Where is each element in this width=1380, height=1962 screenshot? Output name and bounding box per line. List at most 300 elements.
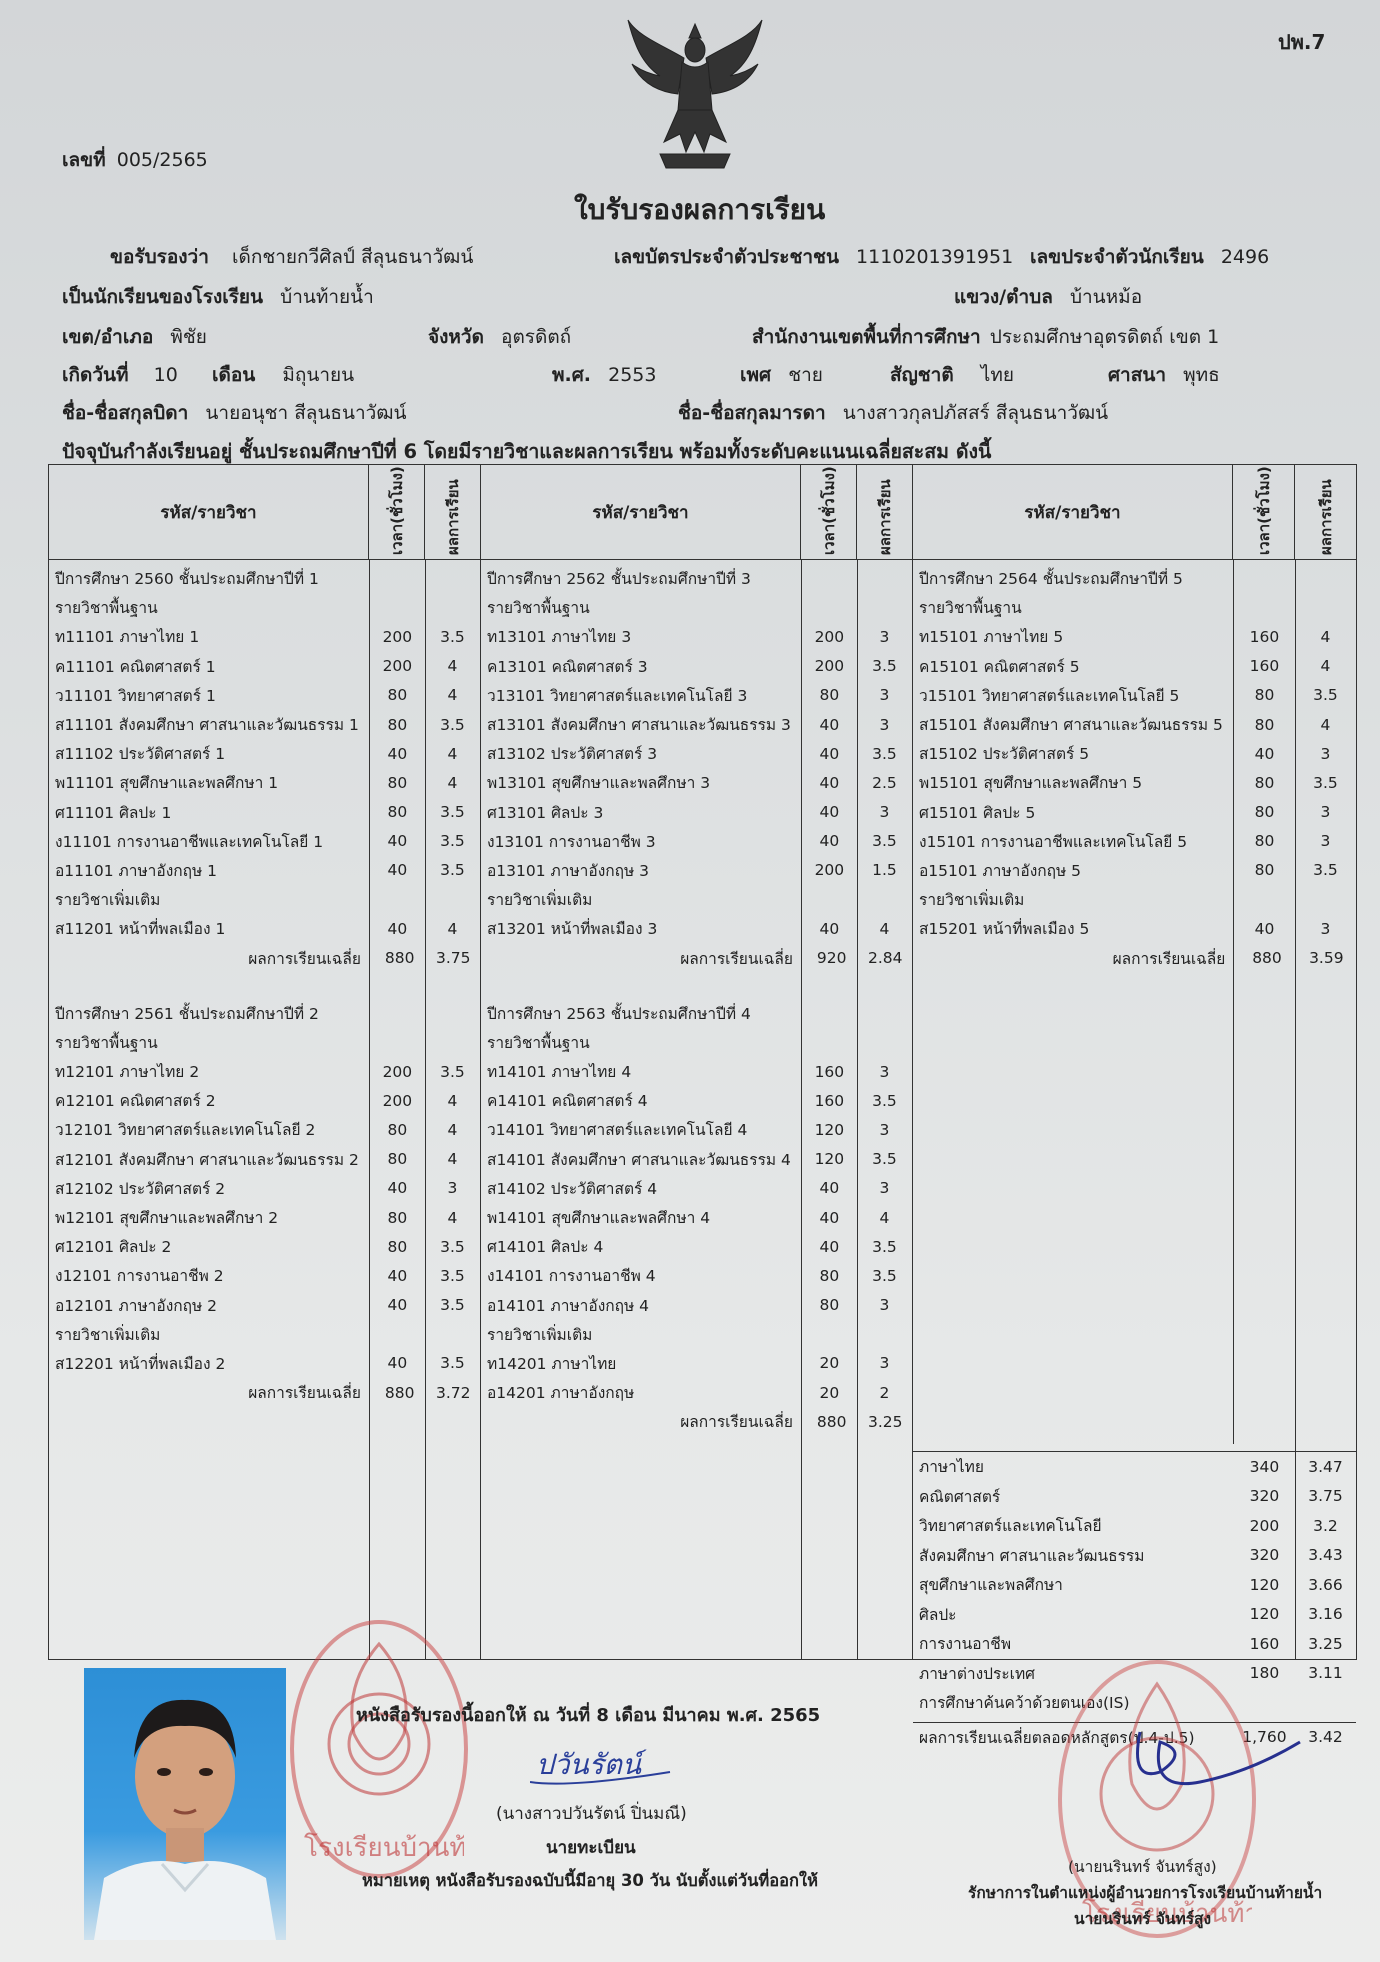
subject-name: สังคมศึกษา ศาสนาและวัฒนธรรม (919, 1546, 1145, 1565)
subject-hours: 80 (1254, 715, 1275, 734)
subject-row (49, 652, 480, 681)
subject-name: ส11101 สังคมศึกษา ศาสนาและวัฒนธรรม 1 (55, 716, 359, 735)
subject-name: ภาษาต่างประเทศ (919, 1664, 1036, 1683)
subject-row (481, 827, 912, 856)
year-block (49, 564, 480, 999)
subject-row (913, 856, 1356, 885)
column-3-content (913, 564, 1356, 973)
year-block (481, 999, 912, 1437)
subject-name: ค11101 คณิตศาสตร์ 1 (55, 657, 216, 676)
average-grade: 3.72 (435, 1383, 471, 1402)
summary-row (913, 1600, 1356, 1630)
birth-year (552, 360, 656, 390)
subject-hours: 80 (387, 1208, 408, 1227)
subject-row (49, 1174, 480, 1203)
subject-hours: 80 (387, 1120, 408, 1139)
subject-hours: 80 (387, 1150, 408, 1169)
subdistrict-value: บ้านหม้อ (1069, 286, 1143, 308)
school-label: เป็นนักเรียนของโรงเรียน (62, 286, 264, 308)
subject-hours: 200 (814, 861, 845, 880)
subject-row (49, 622, 480, 651)
subject-row (481, 1057, 912, 1086)
subject-hours: 40 (819, 832, 840, 851)
col-divider (857, 560, 858, 1659)
subject-grade: 3 (879, 1354, 890, 1373)
subject-grade: 3 (1320, 803, 1331, 822)
subject-grade: 3.5 (440, 1062, 465, 1081)
district (62, 322, 207, 352)
subject-name: ค13101 คณิตศาสตร์ 3 (487, 657, 648, 676)
subject-name: ส12201 หน้าที่พลเมือง 2 (55, 1354, 226, 1373)
subject-name: ส14102 ประวัติศาสตร์ 4 (487, 1179, 658, 1198)
subject-name: คณิตศาสตร์ (919, 1487, 1001, 1506)
subject-name: ว14101 วิทยาศาสตร์และเทคโนโลยี 4 (487, 1121, 748, 1140)
subject-hours: 200 (382, 657, 413, 676)
subject-name: ส15101 สังคมศึกษา ศาสนาและวัฒนธรรม 5 (919, 716, 1223, 735)
subject-row (481, 1115, 912, 1144)
subject-grade: 3 (879, 627, 890, 646)
subject-hours: 160 (814, 1091, 845, 1110)
header-hours-1 (369, 465, 425, 560)
subject-hours: 80 (387, 803, 408, 822)
subject-grade: 3 (879, 686, 890, 705)
subject-row (481, 622, 912, 651)
subject-hours: 80 (1254, 773, 1275, 792)
subject-hours: 1,760 (1242, 1728, 1287, 1747)
subject-grade: 4 (447, 1208, 458, 1227)
average-hours: 880 (384, 1383, 415, 1402)
subject-name: ผลการเรียนเฉลี่ยตลอดหลักสูตร(ป.4-ป.5) (919, 1728, 1195, 1747)
birth-day (62, 360, 178, 390)
subject-hours: 80 (1254, 861, 1275, 880)
subject-row (481, 1174, 912, 1203)
subject-row (49, 1232, 480, 1261)
subject-name: ท13101 ภาษาไทย 3 (487, 628, 632, 647)
column-2-content (481, 564, 912, 1436)
subject-name: ศ15101 ศิลปะ 5 (919, 803, 1036, 822)
subject-row (913, 622, 1356, 651)
subject-grade: 4 (447, 919, 458, 938)
school-seal-text-right: โรงเรียนบ้านท้า (1082, 1899, 1252, 1929)
summary-row (913, 1629, 1356, 1659)
table-header-row (49, 465, 1357, 560)
subject-name: ศ13101 ศิลปะ 3 (487, 803, 604, 822)
subject-row (481, 1349, 912, 1378)
subject-name: รายวิชาพื้นฐาน (487, 1033, 590, 1052)
subject-grade: 3.16 (1308, 1605, 1343, 1624)
subject-grade: 3.5 (872, 744, 897, 763)
subject-name: รายวิชาเพิ่มเติม (919, 891, 1025, 910)
subject-name: รายวิชาเพิ่มเติม (55, 1325, 161, 1344)
subject-hours: 160 (1249, 1634, 1280, 1653)
subject-row (481, 1203, 912, 1232)
sex (740, 360, 823, 390)
subject-name: อ14201 ภาษาอังกฤษ (487, 1384, 635, 1403)
average-label: ผลการเรียนเฉลี่ย (680, 949, 793, 968)
director-name: (นายนรินทร์ จันทร์สูง) (1068, 1858, 1217, 1876)
header-subject-3 (913, 465, 1233, 560)
subject-name: ง15101 การงานอาชีพและเทคโนโลยี 5 (919, 832, 1188, 851)
year-title (49, 564, 480, 593)
subject-grade: 4 (447, 1150, 458, 1169)
birth-day-label: เกิดวันที่ (62, 364, 129, 386)
header-grade-label: ผลการเรียน (875, 479, 894, 555)
subject-row (49, 827, 480, 856)
subject-hours: 160 (1249, 627, 1280, 646)
subject-name: ศิลปะ (919, 1605, 957, 1624)
subject-row (481, 1145, 912, 1174)
director-name-2: นายนรินทร์ จันทร์สูง (1074, 1910, 1212, 1928)
sex-label: เพศ (740, 364, 772, 386)
document-number (62, 145, 208, 175)
subject-name: การศึกษาค้นคว้าด้วยตนเอง(IS) (919, 1694, 1130, 1713)
subject-grade: 2.5 (872, 773, 897, 792)
subject-hours: 40 (1254, 919, 1275, 938)
subject-row (49, 768, 480, 797)
subject-grade: 4 (1320, 627, 1331, 646)
subject-name: รายวิชาเพิ่มเติม (55, 891, 161, 910)
current-status: ปัจจุบันกำลังเรียนอยู่ ชั้นประถมศึกษาปีที่ 6 โดยมีรายวิชาและผลการเรียน พร้อมทั้งระดับคะแนนเฉลี่ยสะสม ดังนี้ (62, 440, 992, 463)
subject-name: ว13101 วิทยาศาสตร์และเทคโนโลยี 3 (487, 686, 748, 705)
subject-grade: 4 (1320, 657, 1331, 676)
id-card-value: 1110201391951 (856, 246, 1014, 268)
summary-row (913, 1541, 1356, 1571)
subject-grade: 1.5 (872, 861, 897, 880)
province (428, 322, 571, 352)
subject-hours: 200 (382, 627, 413, 646)
registrar-name: (นางสาวปวันรัตน์ ปิ่นมณี) (496, 1804, 687, 1824)
subject-row (481, 1291, 912, 1320)
form-code: ปพ.7 (1278, 30, 1326, 54)
subject-hours: 40 (387, 1266, 408, 1285)
office-label: สำนักงานเขตพื้นที่การศึกษา (752, 326, 981, 348)
year-title (481, 564, 912, 593)
subject-grade: 4 (447, 744, 458, 763)
subject-name: ง11101 การงานอาชีพและเทคโนโลยี 1 (55, 832, 324, 851)
basic-subjects-label (481, 593, 912, 622)
header-grade-1 (425, 465, 481, 560)
subject-row (49, 914, 480, 943)
subject-name: รายวิชาเพิ่มเติม (487, 1325, 593, 1344)
column-group-2 (481, 560, 913, 1660)
birth-month-value: มิถุนายน (282, 364, 355, 386)
subject-grade: 3.5 (440, 832, 465, 851)
religion-value: พุทธ (1183, 364, 1220, 386)
school (62, 282, 374, 312)
subject-hours: 320 (1249, 1546, 1280, 1565)
subject-hours: 120 (1249, 1575, 1280, 1594)
id-card (614, 242, 1013, 272)
father-label: ชื่อ-ชื่อสกุลบิดา (62, 402, 189, 424)
subject-name: ค12101 คณิตศาสตร์ 2 (55, 1092, 216, 1111)
student-no-value: 2496 (1220, 246, 1270, 268)
subject-hours: 160 (1249, 657, 1280, 676)
summary-row (913, 1452, 1356, 1482)
subject-grade: 3.5 (1313, 861, 1338, 880)
birth-year-value: 2553 (608, 364, 657, 386)
subject-name: ภาษาไทย (919, 1458, 984, 1477)
average-grade: 2.84 (867, 949, 903, 968)
subject-hours: 120 (1249, 1605, 1280, 1624)
subject-row (913, 914, 1356, 943)
subject-name: พ14101 สุขศึกษาและพลศึกษา 4 (487, 1209, 711, 1228)
subject-name: ท11101 ภาษาไทย 1 (55, 628, 200, 647)
subject-name: ท12101 ภาษาไทย 2 (55, 1063, 200, 1082)
subject-grade: 4 (447, 1091, 458, 1110)
col-divider (369, 560, 370, 1659)
subject-grade: 3.66 (1308, 1575, 1343, 1594)
col-divider (425, 560, 426, 1659)
seal-emblem-icon (294, 1624, 464, 1874)
subject-hours: 40 (1254, 744, 1275, 763)
subject-grade: 3.5 (440, 1237, 465, 1256)
subject-grade: 3.5 (440, 861, 465, 880)
subject-row (49, 710, 480, 739)
document-number-value: 005/2565 (116, 149, 208, 171)
subject-hours: 40 (387, 832, 408, 851)
subject-name: วิทยาศาสตร์และเทคโนโลยี (919, 1517, 1102, 1536)
header-subject-2 (481, 465, 801, 560)
subject-grade: 3 (879, 1062, 890, 1081)
religion (1108, 360, 1220, 390)
father (62, 398, 407, 428)
summary-row (913, 1570, 1356, 1600)
birth-year-label: พ.ศ. (552, 364, 592, 386)
subject-grade: 3.5 (872, 832, 897, 851)
subject-hours: 120 (814, 1120, 845, 1139)
header-subject-label: รหัส/รายวิชา (1024, 502, 1121, 523)
school-seal-text-left: โรงเรียนบ้านท้ (304, 1833, 464, 1863)
average-label: ผลการเรียนเฉลี่ย (248, 1384, 361, 1403)
subject-hours: 40 (819, 773, 840, 792)
certify-label: ขอรับรองว่า (110, 246, 209, 268)
subject-grade: 3 (879, 803, 890, 822)
director-signature-icon (1120, 1712, 1310, 1802)
year-block (481, 564, 912, 999)
religion-label: ศาสนา (1108, 364, 1166, 386)
province-label: จังหวัด (428, 326, 484, 348)
subject-grade: 3.5 (872, 1266, 897, 1285)
nationality-label: สัญชาติ (890, 364, 954, 386)
subject-name: ท14101 ภาษาไทย 4 (487, 1063, 632, 1082)
subject-name: อ15101 ภาษาอังกฤษ 5 (919, 861, 1082, 880)
subdistrict-label: แขวง/ตำบล (954, 286, 1053, 308)
note: หมายเหตุ หนังสือรับรองฉบับนี้มีอายุ 30 วัน นับตั้งแต่วันที่ออกให้ (362, 1871, 818, 1890)
subject-hours: 200 (814, 627, 845, 646)
subject-grade: 3 (879, 1296, 890, 1315)
province-value: อุตรดิตถ์ (501, 326, 572, 348)
subject-name: สุขศึกษาและพลศึกษา (919, 1576, 1063, 1595)
extra-subjects-label (913, 885, 1356, 914)
basic-subjects-label (913, 593, 1356, 622)
education-office (752, 322, 1219, 352)
subdistrict (954, 282, 1142, 312)
district-label: เขต/อำเภอ (62, 326, 154, 348)
subject-row (481, 1261, 912, 1290)
document-number-label: เลขที่ (62, 149, 106, 171)
subject-name: ศ11101 ศิลปะ 1 (55, 803, 172, 822)
subject-grade: 3.47 (1308, 1457, 1343, 1476)
subject-row (49, 1145, 480, 1174)
subject-hours: 80 (819, 1266, 840, 1285)
subject-name: ส11201 หน้าที่พลเมือง 1 (55, 920, 226, 939)
subject-row (49, 1086, 480, 1115)
subject-name: ค15101 คณิตศาสตร์ 5 (919, 657, 1080, 676)
extra-subjects-label (481, 1320, 912, 1349)
subject-grade: 3 (447, 1179, 458, 1198)
col-divider (1233, 560, 1234, 1444)
subject-name: พ11101 สุขศึกษาและพลศึกษา 1 (55, 774, 279, 793)
id-card-label: เลขบัตรประจำตัวประชาชน (614, 246, 839, 268)
registrar-title: นายทะเบียน (546, 1838, 636, 1858)
subject-row (913, 798, 1356, 827)
subject-name: ปีการศึกษา 2562 ชั้นประถมศึกษาปีที่ 3 (487, 570, 751, 589)
page-title: ใบรับรองผลการเรียน (574, 193, 826, 226)
subject-name: อ13101 ภาษาอังกฤษ 3 (487, 861, 650, 880)
subject-grade: 3.5 (440, 1354, 465, 1373)
subject-name: พ15101 สุขศึกษาและพลศึกษา 5 (919, 774, 1143, 793)
registrar-signature-text: ปวันรัตน์ (536, 1748, 641, 1781)
header-subject-label: รหัส/รายวิชา (592, 502, 689, 523)
subject-hours: 180 (1249, 1664, 1280, 1683)
year-title (481, 999, 912, 1028)
subject-name: รายวิชาพื้นฐาน (919, 599, 1022, 618)
subject-hours: 40 (819, 1208, 840, 1227)
year-title (49, 999, 480, 1028)
subject-grade: 3.5 (1313, 773, 1338, 792)
subject-name: พ12101 สุขศึกษาและพลศึกษา 2 (55, 1209, 279, 1228)
subject-row (481, 652, 912, 681)
subject-name: รายวิชาเพิ่มเติม (487, 891, 593, 910)
subject-hours: 40 (819, 715, 840, 734)
subject-name: ส15102 ประวัติศาสตร์ 5 (919, 745, 1090, 764)
subject-name: ง13101 การงานอาชีพ 3 (487, 832, 656, 851)
info-line-1 (110, 242, 473, 272)
subject-name: ส12101 สังคมศึกษา ศาสนาและวัฒนธรรม 2 (55, 1150, 359, 1169)
subject-grade: 3.5 (440, 627, 465, 646)
subject-grade: 4 (447, 686, 458, 705)
subject-name: รายวิชาพื้นฐาน (55, 1033, 158, 1052)
header-hours-label: เวลา(ชั่วโมง) (387, 466, 406, 555)
header-grade-3 (1295, 465, 1357, 560)
subject-grade: 4 (447, 773, 458, 792)
subject-hours: 20 (819, 1354, 840, 1373)
subject-row (913, 768, 1356, 797)
subject-grade: 3.43 (1308, 1546, 1343, 1565)
col-divider (801, 560, 802, 1659)
basic-subjects-label (481, 1028, 912, 1057)
column-group-3 (913, 560, 1357, 1747)
school-seal-left (290, 1620, 468, 1878)
subject-hours: 40 (387, 1179, 408, 1198)
subject-grade: 3.11 (1308, 1664, 1343, 1683)
subject-hours: 200 (382, 1062, 413, 1081)
subject-row (481, 914, 912, 943)
office-value: ประถมศึกษาอุตรดิตถ์ เขต 1 (989, 326, 1220, 348)
subject-row (49, 798, 480, 827)
birth-day-value: 10 (153, 364, 178, 386)
summary-box (913, 1451, 1356, 1747)
subject-row (49, 1057, 480, 1086)
subject-row (481, 710, 912, 739)
subject-grade: 2 (879, 1383, 890, 1402)
student-no (1030, 242, 1269, 272)
subject-row (49, 1349, 480, 1378)
subject-name: ปีการศึกษา 2561 ชั้นประถมศึกษาปีที่ 2 (55, 1004, 319, 1023)
district-value: พิชัย (170, 326, 207, 348)
average-label: ผลการเรียนเฉลี่ย (680, 1413, 793, 1432)
subject-hours: 80 (387, 773, 408, 792)
subject-name: ส13101 สังคมศึกษา ศาสนาและวัฒนธรรม 3 (487, 716, 791, 735)
subject-hours: 80 (819, 1296, 840, 1315)
subject-name: ส15201 หน้าที่พลเมือง 5 (919, 920, 1090, 939)
subject-hours: 80 (819, 686, 840, 705)
subject-hours: 40 (387, 1296, 408, 1315)
average-hours: 880 (384, 949, 415, 968)
subject-hours: 40 (387, 744, 408, 763)
sex-value: ชาย (788, 364, 823, 386)
nationality-value: ไทย (980, 364, 1015, 386)
header-hours-label: เวลา(ชั่วโมง) (1254, 466, 1273, 555)
mother (678, 398, 1108, 428)
subject-hours: 340 (1249, 1457, 1280, 1476)
father-value: นายอนุชา สีลุนธนาวัฒน์ (205, 402, 407, 424)
subject-row (49, 739, 480, 768)
subject-hours: 80 (387, 686, 408, 705)
year-block (49, 999, 480, 1408)
subject-grade: 4 (1320, 715, 1331, 734)
student-photo-image (84, 1668, 286, 1940)
header-grade-2 (857, 465, 913, 560)
average-row (481, 943, 912, 972)
subject-name: ศ12101 ศิลปะ 2 (55, 1238, 172, 1257)
subject-name: ค14101 คณิตศาสตร์ 4 (487, 1092, 648, 1111)
year-block (913, 564, 1356, 973)
subject-hours: 40 (387, 1354, 408, 1373)
subject-hours: 200 (382, 1091, 413, 1110)
subject-row (481, 681, 912, 710)
subject-name: พ13101 สุขศึกษาและพลศึกษา 3 (487, 774, 711, 793)
subject-grade: 4 (879, 919, 890, 938)
subject-grade: 3.75 (1308, 1487, 1343, 1506)
subject-hours: 40 (387, 919, 408, 938)
subject-row (913, 739, 1356, 768)
subject-hours: 40 (819, 803, 840, 822)
mother-value: นางสาวกุลปภัสสร์ สีลุนธนาวัฒน์ (842, 402, 1109, 424)
school-value: บ้านท้ายน้ำ (280, 286, 374, 308)
subject-hours: 40 (819, 744, 840, 763)
subject-hours: 200 (1249, 1516, 1280, 1535)
extra-subjects-label (49, 885, 480, 914)
basic-subjects-label (49, 1028, 480, 1057)
student-photo (84, 1668, 286, 1940)
column-group-1 (49, 560, 481, 1660)
subject-name: ว11101 วิทยาศาสตร์ 1 (55, 686, 216, 705)
subject-hours: 40 (819, 919, 840, 938)
subject-grade: 3 (1320, 919, 1331, 938)
subject-row (481, 768, 912, 797)
mother-label: ชื่อ-ชื่อสกุลมารดา (678, 402, 826, 424)
subject-name: การงานอาชีพ (919, 1635, 1012, 1654)
subject-row (49, 681, 480, 710)
subject-grade: 3.25 (1308, 1634, 1343, 1653)
subject-grade: 3.5 (872, 657, 897, 676)
subject-row (49, 856, 480, 885)
subject-name: รายวิชาพื้นฐาน (487, 599, 590, 618)
subject-hours: 80 (387, 1237, 408, 1256)
average-hours: 920 (816, 949, 847, 968)
column-1-content (49, 564, 480, 1407)
